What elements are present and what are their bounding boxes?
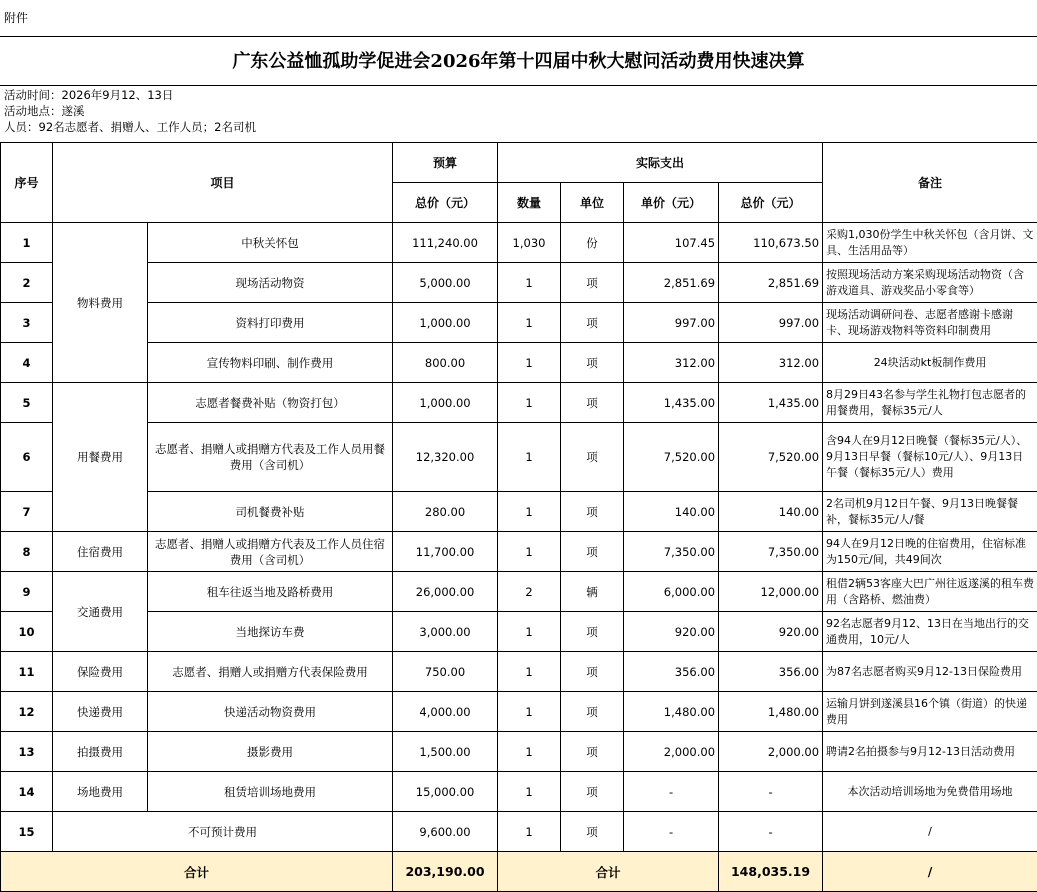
row-number: 6 (1, 423, 53, 492)
header-budget-total: 总价（元） (393, 183, 498, 223)
row-category: 快递费用 (53, 692, 148, 732)
row-unit-price: 7,520.00 (624, 423, 719, 492)
row-item-name: 志愿者、捐赠人或捐赠方代表及工作人员住宿费用（含司机） (148, 532, 393, 572)
header-actual-total: 总价（元） (719, 183, 823, 223)
row-unit-price: - (624, 812, 719, 852)
row-qty: 1 (498, 772, 561, 812)
row-number: 10 (1, 612, 53, 652)
row-qty: 1 (498, 652, 561, 692)
row-budget: 12,320.00 (393, 423, 498, 492)
table-row (1, 263, 1037, 303)
row-qty: 1 (498, 812, 561, 852)
row-unit-price: 2,000.00 (624, 732, 719, 772)
row-actual-total: 1,480.00 (719, 692, 823, 732)
row-unit-price: 2,851.69 (624, 263, 719, 303)
table-row (1, 812, 1037, 852)
row-actual-total: - (719, 772, 823, 812)
row-unit-price: 997.00 (624, 303, 719, 343)
total-actual: 148,035.19 (719, 852, 823, 892)
total-row (1, 852, 1037, 892)
header-no: 序号 (1, 143, 53, 223)
row-remark: 现场活动调研问卷、志愿者感谢卡感谢卡、现场游戏物料等资料印制费用 (823, 303, 1037, 343)
row-item-name: 租车往返当地及路桥费用 (148, 572, 393, 612)
row-actual-total: - (719, 812, 823, 852)
document-title: 广东公益恤孤助学促进会2026年第十四届中秋大慰问活动费用快速决算 (0, 37, 1037, 86)
row-item-name: 资料打印费用 (148, 303, 393, 343)
row-actual-total: 1,435.00 (719, 383, 823, 423)
row-actual-total: 12,000.00 (719, 572, 823, 612)
row-unit: 项 (561, 732, 624, 772)
row-actual-total: 2,851.69 (719, 263, 823, 303)
row-qty: 2 (498, 572, 561, 612)
row-qty: 1 (498, 383, 561, 423)
header-budget: 预算 (393, 143, 498, 183)
row-number: 8 (1, 532, 53, 572)
row-unit-price: 6,000.00 (624, 572, 719, 612)
row-unit: 项 (561, 532, 624, 572)
row-item-name: 现场活动物资 (148, 263, 393, 303)
row-budget: 750.00 (393, 652, 498, 692)
table-row (1, 303, 1037, 343)
row-category: 拍摄费用 (53, 732, 148, 772)
row-actual-total: 997.00 (719, 303, 823, 343)
table-row (1, 223, 1037, 263)
row-unit: 项 (561, 772, 624, 812)
row-qty: 1 (498, 612, 561, 652)
row-qty: 1 (498, 532, 561, 572)
row-actual-total: 312.00 (719, 343, 823, 383)
header-item: 项目 (53, 143, 393, 223)
row-category: 场地费用 (53, 772, 148, 812)
row-remark: 含94人在9月12日晚餐（餐标35元/人）、9月13日早餐（餐标10元/人）、9月13日午餐（餐标35元/人）费用 (823, 423, 1037, 492)
header-actual: 实际支出 (498, 143, 823, 183)
row-budget: 26,000.00 (393, 572, 498, 612)
row-number: 11 (1, 652, 53, 692)
row-number: 15 (1, 812, 53, 852)
row-unit-price: 1,480.00 (624, 692, 719, 732)
row-number: 3 (1, 303, 53, 343)
row-number: 5 (1, 383, 53, 423)
row-actual-total: 140.00 (719, 492, 823, 532)
row-unit-price: 356.00 (624, 652, 719, 692)
row-remark: / (823, 812, 1037, 852)
row-actual-total: 2,000.00 (719, 732, 823, 772)
total-label: 合计 (1, 852, 393, 892)
row-budget: 11,700.00 (393, 532, 498, 572)
row-unit: 项 (561, 692, 624, 732)
row-unit: 项 (561, 492, 624, 532)
row-number: 1 (1, 223, 53, 263)
total-budget: 203,190.00 (393, 852, 498, 892)
row-remark: 运输月饼到遂溪县16个镇（街道）的快递费用 (823, 692, 1037, 732)
attachment-label: 附件 (0, 0, 1037, 37)
row-unit: 项 (561, 383, 624, 423)
row-actual-total: 356.00 (719, 652, 823, 692)
table-row (1, 572, 1037, 612)
row-item-name: 不可预计费用 (53, 812, 393, 852)
row-unit: 项 (561, 812, 624, 852)
row-category: 用餐费用 (53, 383, 148, 532)
row-category: 物料费用 (53, 223, 148, 383)
row-unit: 项 (561, 263, 624, 303)
row-actual-total: 110,673.50 (719, 223, 823, 263)
table-row (1, 383, 1037, 423)
row-number: 13 (1, 732, 53, 772)
row-qty: 1 (498, 423, 561, 492)
row-unit: 项 (561, 423, 624, 492)
table-row (1, 652, 1037, 692)
row-item-name: 志愿者、捐赠人或捐赠方代表保险费用 (148, 652, 393, 692)
table-row (1, 692, 1037, 732)
row-qty: 1 (498, 732, 561, 772)
total-remark: / (823, 852, 1037, 892)
row-category: 住宿费用 (53, 532, 148, 572)
row-remark: 采购1,030份学生中秋关怀包（含月饼、文具、生活用品等） (823, 223, 1037, 263)
row-remark: 8月29日43名参与学生礼物打包志愿者的用餐费用，餐标35元/人 (823, 383, 1037, 423)
row-budget: 1,000.00 (393, 303, 498, 343)
row-item-name: 中秋关怀包 (148, 223, 393, 263)
row-budget: 15,000.00 (393, 772, 498, 812)
row-number: 12 (1, 692, 53, 732)
row-unit: 份 (561, 223, 624, 263)
row-item-name: 快递活动物资费用 (148, 692, 393, 732)
row-unit-price: 1,435.00 (624, 383, 719, 423)
row-item-name: 摄影费用 (148, 732, 393, 772)
row-number: 14 (1, 772, 53, 812)
row-remark: 2名司机9月12日午餐、9月13日晚餐餐补，餐标35元/人/餐 (823, 492, 1037, 532)
row-unit: 项 (561, 303, 624, 343)
table-row (1, 732, 1037, 772)
row-number: 7 (1, 492, 53, 532)
row-unit-price: 107.45 (624, 223, 719, 263)
row-number: 2 (1, 263, 53, 303)
table-row (1, 423, 1037, 492)
row-budget: 3,000.00 (393, 612, 498, 652)
row-budget: 9,600.00 (393, 812, 498, 852)
row-item-name: 志愿者餐费补贴（物资打包） (148, 383, 393, 423)
row-qty: 1 (498, 492, 561, 532)
row-number: 9 (1, 572, 53, 612)
row-unit-price: 140.00 (624, 492, 719, 532)
row-remark: 24块活动kt板制作费用 (823, 343, 1037, 383)
table-row (1, 532, 1037, 572)
activity-time: 活动时间：2026年9月12、13日 (4, 88, 174, 102)
row-unit: 辆 (561, 572, 624, 612)
row-budget: 5,000.00 (393, 263, 498, 303)
row-unit: 项 (561, 652, 624, 692)
row-item-name: 当地探访车费 (148, 612, 393, 652)
row-budget: 1,500.00 (393, 732, 498, 772)
row-budget: 4,000.00 (393, 692, 498, 732)
activity-place: 活动地点：遂溪 (4, 104, 85, 118)
header-remark: 备注 (823, 143, 1037, 223)
table-row (1, 772, 1037, 812)
activity-people: 人员：92名志愿者、捐赠人、工作人员；2名司机 (4, 120, 256, 134)
row-category: 保险费用 (53, 652, 148, 692)
row-item-name: 租赁培训场地费用 (148, 772, 393, 812)
row-unit-price: - (624, 772, 719, 812)
row-remark: 租借2辆53客座大巴广州往返遂溪的租车费用（含路桥、燃油费） (823, 572, 1037, 612)
row-budget: 280.00 (393, 492, 498, 532)
row-qty: 1,030 (498, 223, 561, 263)
expense-table (0, 142, 1037, 892)
row-item-name: 志愿者、捐赠人或捐赠方代表及工作人员用餐费用（含司机） (148, 423, 393, 492)
row-budget: 1,000.00 (393, 383, 498, 423)
row-item-name: 宣传物料印刷、制作费用 (148, 343, 393, 383)
row-remark: 按照现场活动方案采购现场活动物资（含游戏道具、游戏奖品小零食等） (823, 263, 1037, 303)
row-remark: 94人在9月12日晚的住宿费用，住宿标准为150元/间，共49间次 (823, 532, 1037, 572)
row-item-name: 司机餐费补贴 (148, 492, 393, 532)
row-actual-total: 920.00 (719, 612, 823, 652)
row-unit-price: 312.00 (624, 343, 719, 383)
row-qty: 1 (498, 692, 561, 732)
header-qty: 数量 (498, 183, 561, 223)
table-row (1, 492, 1037, 532)
row-qty: 1 (498, 263, 561, 303)
row-unit: 项 (561, 612, 624, 652)
row-qty: 1 (498, 343, 561, 383)
header-unit: 单位 (561, 183, 624, 223)
row-qty: 1 (498, 303, 561, 343)
total-label-actual: 合计 (498, 852, 719, 892)
row-budget: 800.00 (393, 343, 498, 383)
table-row (1, 612, 1037, 652)
row-unit: 项 (561, 343, 624, 383)
table-body (1, 223, 1037, 852)
row-actual-total: 7,350.00 (719, 532, 823, 572)
row-category: 交通费用 (53, 572, 148, 652)
row-remark: 为87名志愿者购买9月12-13日保险费用 (823, 652, 1037, 692)
header-unit-price: 单价（元） (624, 183, 719, 223)
table-row (1, 343, 1037, 383)
row-remark: 92名志愿者9月12、13日在当地出行的交通费用，10元/人 (823, 612, 1037, 652)
row-number: 4 (1, 343, 53, 383)
row-remark: 聘请2名拍摄参与9月12-13日活动费用 (823, 732, 1037, 772)
row-remark: 本次活动培训场地为免费借用场地 (823, 772, 1037, 812)
row-budget: 111,240.00 (393, 223, 498, 263)
row-unit-price: 7,350.00 (624, 532, 719, 572)
row-unit-price: 920.00 (624, 612, 719, 652)
row-actual-total: 7,520.00 (719, 423, 823, 492)
